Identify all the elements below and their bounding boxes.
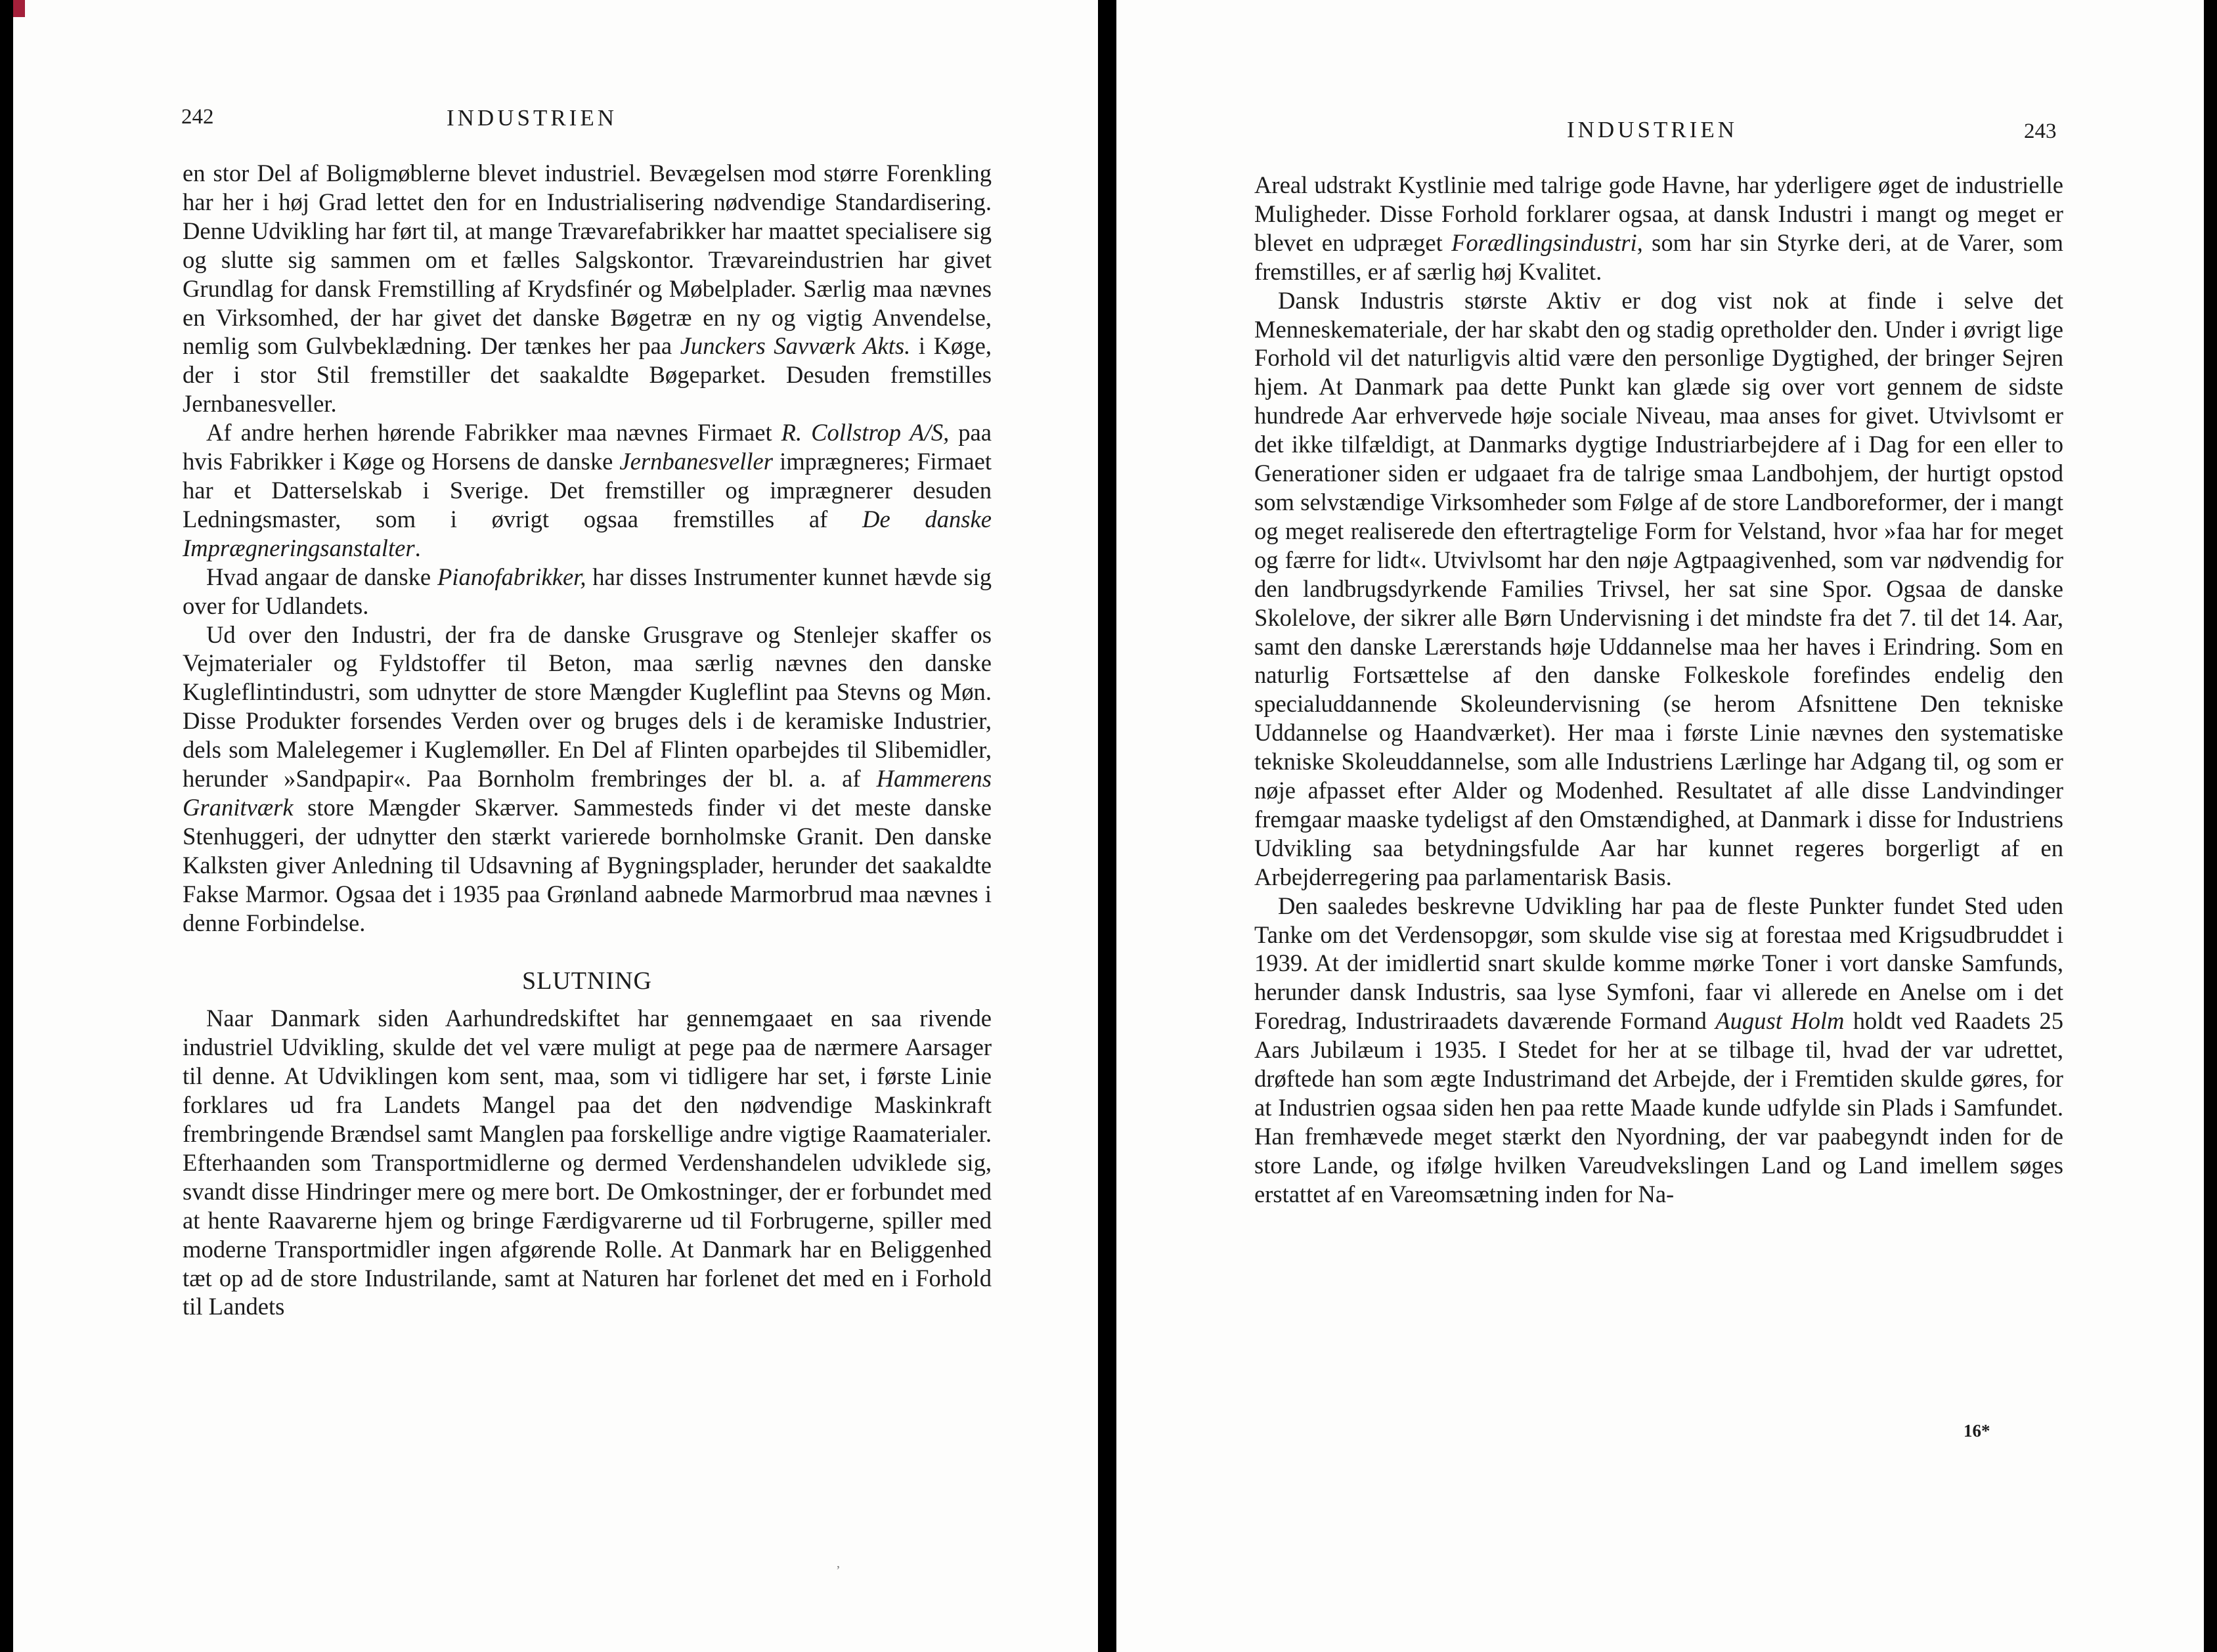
- paragraph: [1254, 171, 2063, 286]
- text-run: som har sin Styrke deri, at de Varer, som fremstilles, er af særlig høj Kvalitet.: [1254, 228, 2063, 285]
- italic-run: Junckers Savværk Akts.: [680, 332, 911, 360]
- paragraph: [183, 620, 992, 938]
- page-number: 242: [181, 105, 214, 129]
- left-body-text: [183, 159, 992, 1321]
- color-mark: [13, 0, 25, 17]
- paragraph: [183, 563, 992, 620]
- signature-mark: 16*: [1964, 1421, 1990, 1441]
- page-number: 243: [2024, 120, 2057, 143]
- text-run: en stor Del af Boligmøblerne blevet industriel. Bevægelsen mod større Forenkling har her i høj Grad lettet den for en Industrialisering nødvendige Standardisering. Denne Udvikling har ført til, at mange Trævarefabrikker har maattet specialisere sig og slutte sig sammen om et fælles Salgskontor. Trævareindustrien har givet Grundlag for dansk Fremstilling af Krydsfinér og Møbelplader. Særlig maa nævnes en Virksomhed, der har givet det danske Bøgetræ en ny og vigtig Anvendelse, nemlig som Gulvbeklædning. Der tænkes her paa: [183, 160, 992, 360]
- paragraph: [1254, 892, 2063, 1209]
- text-run: i Køge, der i stor Stil fremstiller det saakaldte Bøgeparket. Desuden fremstilles Jernbanesveller.: [183, 332, 992, 418]
- text-run: Den saaledes beskrevne Udvikling har paa de fleste Punkter fundet Sted uden Tanke om det Verdensopgør, som skulde vise sig at forestaa med Krigsudbruddet i 1939. At der imidlertid snart skulde komme mørke Toner i vort danske Samfunds, herunder dansk Industris, saa lyse Symfoni, faar vi allerede en Anelse om i det Foredrag, Industriraadets daværende Formand: [1254, 892, 2063, 1035]
- text-run: holdt ved Raadets 25 Aars Jubilæum i 1935. I Stedet for her at se tilbage til, hvad der var udrettet, drøftede han som ægte Industrimand det Arbejde, der i Fremtiden skulde gøres, for at Industrien ogsaa siden hen paa rette Maade kunde udfylde sin Plads i Samfundet. Han fremhævede meget stærkt den Nyordning, der var paabegyndt inden for de store Lande, og ifølge hvilken Vareudvekslingen Land og Land imellem søges erstattet af en Vareomsætning inden for Na-: [1254, 1007, 2063, 1207]
- italic-run: August Holm: [1715, 1007, 1845, 1035]
- text-run: Naar Danmark siden Aarhundredskiftet har gennemgaaet en saa rivende industriel Udvikling, skulde det vel være muligt at pege paa de nærmere Aarsager til denne. At Udviklingen kom sent, maa, som vi tidligere har set, i første Linie forklares ud fra Landets Mangel paa det den nødvendige Maskinkraft frembringende Brændsel samt Manglen paa forskellige andre vigtige Raamaterialer. Efterhaanden som Transportmidlerne og dermed Verdenshandelen udviklede sig, svandt disse Hindringer mere og mere bort. De Omkostninger, der er forbundet med at hente Raavarerne hjem og bringe Færdigvarerne ud til Forbrugerne, spiller med moderne Transportmidler ingen afgørende Rolle. At Danmark har en Beliggenhed tæt op ad de store Industrilande, samt at Naturen har forlenet det med en i Forhold til Landets: [183, 1005, 992, 1320]
- running-head: INDUSTRIEN: [1567, 117, 1738, 142]
- section-heading: [183, 967, 992, 996]
- text-run: paa hvis Fabrikker i Køge og Horsens de danske: [183, 419, 992, 475]
- italic-run: Pianofabrikker,: [437, 563, 586, 590]
- right-body-text: [1254, 171, 2063, 1209]
- text-run: Af andre herhen hørende Fabrikker maa nævnes Firmaet: [206, 419, 781, 446]
- italic-run: De danske Imprægneringsanstalter: [183, 505, 992, 561]
- paragraph: [183, 418, 992, 563]
- right-page: [1116, 0, 2204, 1652]
- italic-run: Hammerens Granitværk: [183, 765, 992, 821]
- italic-run: R. Collstrop A/S,: [781, 419, 950, 446]
- paragraph: [183, 1004, 992, 1321]
- text-run: Ud over den Industri, der fra de danske Grusgrave og Stenlejer skaffer os Vejmaterialer og Fyldstoffer til Beton, maa særlig nævnes den danske Kugleflintindustri, som udnytter de store Mængder Kugleflint paa Stevns og Møn. Disse Produkter forsendes Verden over og bruges dels i de keramiske Industrier, dels som Malelegemer i Kuglemøller. En Del af Flinten oparbejdes til Slibemidler, herunder »Sandpapir«. Paa Bornholm frembringes der bl. a. af: [183, 620, 992, 793]
- print-speck: ,: [837, 1556, 840, 1571]
- text-run: Hvad angaar de danske: [206, 563, 437, 590]
- text-run: imprægneres; Firmaet har et Datterselskab i Sverige. Det fremstiller og imprægnerer desuden Ledningsmaster, som i øvrigt ogsaa fremstilles af: [183, 448, 992, 533]
- text-run: Dansk Industris største Aktiv er dog vist nok at finde i selve det Menneskemateriale, der har skabt den og stadig opretholder den. Under i øvrigt lige Forhold vil det naturligvis altid være den personlige Dygtighed, der bringer Sejren hjem. At Danmark paa dette Punkt kan glæde sig over vort gennem de sidste hundrede Aar erhvervede høje sociale Niveau, maa anses for givet. Utvivlsomt er det ikke tilfældigt, at Danmarks dygtige Industriarbejdere af i Dag for een eller to Generationer siden er udgaaet fra de talrige smaa Landbohjem, der hurtigt opstod som selvstændige Virksomheder som Følge af de store Landboreformer, der i mangt og meget realiserede den eftertragtelige Form for Velstand, hvor »faa har for meget og færre for lidt«. Utvivlsomt har den nøje Agtpaagivenhed, som var nødvendig for den landbrugsdyrkende Families Trivsel, her sat sine Spor. Ogsaa de danske Skolelove, der sikrer alle Børn Undervisning i det mindste fra det 7. til det 14. Aar, samt den danske Lærerstands høje Uddannelse maa her haves i Erindring. Som en naturlig Fortsættelse af den danske Folkeskole forefindes endelig den specialuddannende Skoleundervisning (se herom Afsnittene Den tekniske Uddannelse og Haandværket). Her maa i første Linie nævnes den systematiske tekniske Skoleuddannelse, som alle Industriens Lærlinge har Adgang til, og som er nøje afpasset efter Alder og Modenhed. Resultatet af alle disse Landvindinger fremgaar maaske tydeligst af den Omstændighed, at Danmark i disse for Industriens Udvikling saa betydningsfulde Aar har kunnet regeres borgerligt af en Arbejderregering paa parlamentarisk Basis.: [1254, 286, 2063, 890]
- running-head: INDUSTRIEN: [447, 105, 617, 131]
- paragraph: [183, 159, 992, 418]
- text-run: SLUTNING: [522, 967, 652, 995]
- paragraph: [1254, 286, 2063, 892]
- italic-run: Forædlingsindustri,: [1451, 228, 1643, 256]
- text-run: Areal udstrakt Kystlinie med talrige gode Havne, har yderligere øget de industrielle Muligheder. Disse Forhold forklarer ogsaa, at dansk Industri i mangt og meget er blevet en udpræget: [1254, 171, 2063, 256]
- italic-run: Jernbanesveller: [619, 448, 774, 475]
- left-page: [13, 0, 1098, 1652]
- text-run: .: [414, 534, 421, 561]
- text-run: store Mængder Skærver. Sammesteds finder vi det meste danske Stenhuggeri, der udnytter den stærkt varierede bornholmske Granit. Den danske Kalksten giver Anledning til Udsavning af Bygningsplader, herunder det saakaldte Fakse Marmor. Ogsaa det i 1935 paa Grønland aabnede Marmorbrud maa nævnes i denne Forbindelse.: [183, 793, 992, 936]
- text-run: har disses Instrumenter kunnet hævde sig over for Udlandets.: [183, 563, 992, 619]
